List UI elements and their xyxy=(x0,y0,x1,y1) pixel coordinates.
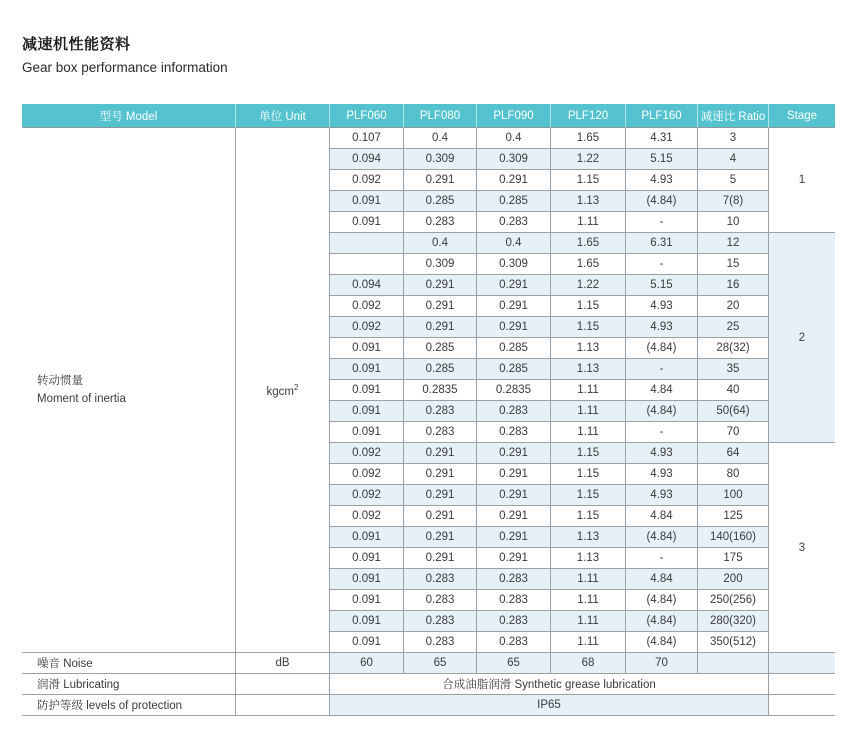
cell-plf090: 0.291 xyxy=(477,170,551,191)
column-header-model: 型号 Model xyxy=(22,104,236,128)
column-header-unit: 单位 Unit xyxy=(236,104,330,128)
footer-label: 润滑 Lubricating xyxy=(22,674,236,695)
cell-plf090: 0.283 xyxy=(477,590,551,611)
cell-plf120: 1.65 xyxy=(551,233,626,254)
cell-ratio: 350(512) xyxy=(698,632,769,653)
stage-cell: 3 xyxy=(769,443,835,653)
cell-plf090: 0.291 xyxy=(477,317,551,338)
cell-plf080: 0.291 xyxy=(404,527,477,548)
cell-plf160: 4.93 xyxy=(626,485,698,506)
cell-plf060: 0.091 xyxy=(330,359,404,380)
cell-plf090: 0.285 xyxy=(477,191,551,212)
cell-plf120: 1.11 xyxy=(551,212,626,233)
cell-plf160: 4.84 xyxy=(626,380,698,401)
cell-plf120: 1.15 xyxy=(551,443,626,464)
cell-plf160: - xyxy=(626,359,698,380)
cell-plf080: 0.283 xyxy=(404,401,477,422)
cell-plf080: 0.291 xyxy=(404,443,477,464)
cell-plf080: 0.291 xyxy=(404,464,477,485)
cell-plf080: 0.2835 xyxy=(404,380,477,401)
table-row xyxy=(22,128,835,149)
table-body xyxy=(22,128,835,716)
cell-plf080: 0.283 xyxy=(404,590,477,611)
cell-plf060: 0.092 xyxy=(330,485,404,506)
title-block xyxy=(22,33,228,75)
table-header xyxy=(22,104,835,128)
cell-plf120: 1.22 xyxy=(551,275,626,296)
cell-plf160: (4.84) xyxy=(626,338,698,359)
cell-ratio: 175 xyxy=(698,548,769,569)
cell-plf120: 1.13 xyxy=(551,338,626,359)
cell-ratio: 20 xyxy=(698,296,769,317)
cell-plf060: 0.092 xyxy=(330,443,404,464)
cell-plf090: 0.283 xyxy=(477,632,551,653)
cell-ratio: 3 xyxy=(698,128,769,149)
cell-plf060: 0.091 xyxy=(330,191,404,212)
cell-plf060: 0.091 xyxy=(330,422,404,443)
cell-plf080: 0.309 xyxy=(404,149,477,170)
performance-table xyxy=(22,104,835,716)
page-title-zh: 减速机性能资料 xyxy=(22,36,131,53)
cell-plf090: 0.309 xyxy=(477,254,551,275)
cell-ratio: 25 xyxy=(698,317,769,338)
page-title-en: Gear box performance information xyxy=(22,60,228,75)
cell-ratio: 35 xyxy=(698,359,769,380)
cell-plf160: 5.15 xyxy=(626,149,698,170)
cell-plf060: 0.107 xyxy=(330,128,404,149)
cell-plf120: 1.22 xyxy=(551,149,626,170)
cell-plf060: 0.091 xyxy=(330,212,404,233)
cell-plf120: 1.15 xyxy=(551,317,626,338)
cell-ratio: 7(8) xyxy=(698,191,769,212)
cell-plf060: 0.092 xyxy=(330,296,404,317)
cell-plf090: 0.4 xyxy=(477,128,551,149)
cell-plf090: 0.291 xyxy=(477,506,551,527)
cell-ratio: 10 xyxy=(698,212,769,233)
footer-unit xyxy=(236,695,330,716)
cell-ratio: 125 xyxy=(698,506,769,527)
cell-plf090: 0.309 xyxy=(477,149,551,170)
cell-plf080: 0.291 xyxy=(404,485,477,506)
unit-exponent: 2 xyxy=(294,382,299,392)
cell-plf160: 4.93 xyxy=(626,443,698,464)
cell-plf090: 0.2835 xyxy=(477,380,551,401)
cell-plf090: 0.283 xyxy=(477,611,551,632)
cell-plf090: 0.291 xyxy=(477,548,551,569)
cell-plf090: 0.283 xyxy=(477,569,551,590)
cell-ratio: 200 xyxy=(698,569,769,590)
footer-value: 65 xyxy=(404,653,477,674)
footer-stage xyxy=(769,674,835,695)
footer-stage xyxy=(769,695,835,716)
footer-row xyxy=(22,653,835,674)
cell-plf160: 4.93 xyxy=(626,317,698,338)
cell-plf090: 0.291 xyxy=(477,527,551,548)
cell-plf060: 0.091 xyxy=(330,338,404,359)
cell-plf090: 0.285 xyxy=(477,338,551,359)
cell-plf060: 0.091 xyxy=(330,569,404,590)
column-header-plf090: PLF090 xyxy=(477,104,551,128)
cell-plf060: 0.091 xyxy=(330,548,404,569)
cell-plf080: 0.285 xyxy=(404,338,477,359)
cell-plf080: 0.291 xyxy=(404,548,477,569)
cell-plf160: 6.31 xyxy=(626,233,698,254)
cell-plf120: 1.13 xyxy=(551,191,626,212)
cell-plf160: 4.31 xyxy=(626,128,698,149)
footer-unit xyxy=(236,674,330,695)
cell-plf060: 0.091 xyxy=(330,380,404,401)
cell-ratio: 40 xyxy=(698,380,769,401)
cell-plf120: 1.15 xyxy=(551,296,626,317)
column-header-plf120: PLF120 xyxy=(551,104,626,128)
footer-stage xyxy=(769,653,835,674)
cell-ratio: 64 xyxy=(698,443,769,464)
cell-ratio: 15 xyxy=(698,254,769,275)
inertia-label-zh: 转动惯量 xyxy=(37,374,83,387)
cell-plf160: - xyxy=(626,548,698,569)
cell-plf160: - xyxy=(626,254,698,275)
cell-plf120: 1.11 xyxy=(551,401,626,422)
cell-plf080: 0.283 xyxy=(404,632,477,653)
cell-plf080: 0.283 xyxy=(404,212,477,233)
cell-plf160: (4.84) xyxy=(626,527,698,548)
cell-plf120: 1.65 xyxy=(551,128,626,149)
cell-ratio: 280(320) xyxy=(698,611,769,632)
cell-plf160: 4.93 xyxy=(626,170,698,191)
footer-label: 噪音 Noise xyxy=(22,653,236,674)
cell-plf120: 1.15 xyxy=(551,464,626,485)
cell-plf060: 0.091 xyxy=(330,632,404,653)
cell-plf120: 1.13 xyxy=(551,548,626,569)
footer-ratio xyxy=(698,653,769,674)
cell-plf090: 0.283 xyxy=(477,401,551,422)
footer-value: 70 xyxy=(626,653,698,674)
footer-value: 65 xyxy=(477,653,551,674)
cell-ratio: 140(160) xyxy=(698,527,769,548)
cell-ratio: 12 xyxy=(698,233,769,254)
cell-ratio: 100 xyxy=(698,485,769,506)
cell-plf060: 0.094 xyxy=(330,275,404,296)
cell-plf160: - xyxy=(626,422,698,443)
inertia-label-en: Moment of inertia xyxy=(37,393,126,405)
cell-plf120: 1.13 xyxy=(551,359,626,380)
cell-plf120: 1.13 xyxy=(551,527,626,548)
cell-plf080: 0.285 xyxy=(404,191,477,212)
cell-ratio: 250(256) xyxy=(698,590,769,611)
cell-ratio: 80 xyxy=(698,464,769,485)
cell-plf160: 4.93 xyxy=(626,296,698,317)
cell-plf120: 1.15 xyxy=(551,485,626,506)
cell-plf160: 4.84 xyxy=(626,569,698,590)
cell-ratio: 16 xyxy=(698,275,769,296)
cell-plf160: - xyxy=(626,212,698,233)
footer-value: 68 xyxy=(551,653,626,674)
cell-plf120: 1.11 xyxy=(551,569,626,590)
cell-ratio: 5 xyxy=(698,170,769,191)
cell-plf060: 0.091 xyxy=(330,401,404,422)
cell-plf080: 0.283 xyxy=(404,611,477,632)
cell-plf060 xyxy=(330,254,404,275)
stage-cell: 1 xyxy=(769,128,835,233)
cell-plf090: 0.291 xyxy=(477,485,551,506)
column-header-plf160: PLF160 xyxy=(626,104,698,128)
cell-ratio: 28(32) xyxy=(698,338,769,359)
cell-plf160: 4.84 xyxy=(626,506,698,527)
footer-unit: dB xyxy=(236,653,330,674)
cell-plf080: 0.4 xyxy=(404,233,477,254)
cell-plf120: 1.15 xyxy=(551,170,626,191)
cell-plf060: 0.094 xyxy=(330,149,404,170)
cell-plf080: 0.283 xyxy=(404,569,477,590)
cell-plf080: 0.309 xyxy=(404,254,477,275)
unit-text: kgcm xyxy=(266,385,295,398)
footer-span-value: IP65 xyxy=(330,695,769,716)
stage-cell: 2 xyxy=(769,233,835,443)
cell-plf120: 1.11 xyxy=(551,590,626,611)
footer-label: 防护等级 levels of protection xyxy=(22,695,236,716)
cell-plf090: 0.291 xyxy=(477,443,551,464)
cell-plf090: 0.291 xyxy=(477,296,551,317)
cell-plf080: 0.291 xyxy=(404,296,477,317)
cell-plf120: 1.11 xyxy=(551,422,626,443)
cell-plf060: 0.091 xyxy=(330,527,404,548)
cell-plf160: (4.84) xyxy=(626,401,698,422)
inertia-label-cell xyxy=(22,128,236,653)
cell-plf090: 0.283 xyxy=(477,422,551,443)
header-row xyxy=(22,104,835,128)
cell-ratio: 70 xyxy=(698,422,769,443)
cell-plf090: 0.285 xyxy=(477,359,551,380)
cell-plf120: 1.65 xyxy=(551,254,626,275)
cell-plf160: (4.84) xyxy=(626,611,698,632)
cell-plf060: 0.092 xyxy=(330,317,404,338)
cell-plf120: 1.11 xyxy=(551,380,626,401)
cell-plf080: 0.291 xyxy=(404,506,477,527)
cell-plf090: 0.291 xyxy=(477,464,551,485)
cell-plf160: 5.15 xyxy=(626,275,698,296)
cell-plf080: 0.291 xyxy=(404,170,477,191)
cell-plf120: 1.15 xyxy=(551,506,626,527)
inertia-unit-cell xyxy=(236,128,330,653)
cell-plf090: 0.283 xyxy=(477,212,551,233)
cell-plf060: 0.091 xyxy=(330,611,404,632)
cell-plf160: (4.84) xyxy=(626,632,698,653)
column-header-plf060: PLF060 xyxy=(330,104,404,128)
cell-plf060 xyxy=(330,233,404,254)
cell-plf120: 1.11 xyxy=(551,632,626,653)
cell-plf060: 0.092 xyxy=(330,464,404,485)
footer-span-value: 合成油脂润滑 Synthetic grease lubrication xyxy=(330,674,769,695)
cell-plf090: 0.291 xyxy=(477,275,551,296)
cell-plf080: 0.283 xyxy=(404,422,477,443)
cell-plf160: (4.84) xyxy=(626,191,698,212)
footer-row xyxy=(22,695,835,716)
cell-plf090: 0.4 xyxy=(477,233,551,254)
cell-ratio: 4 xyxy=(698,149,769,170)
column-header-ratio: 减速比 Ratio xyxy=(698,104,769,128)
cell-plf060: 0.091 xyxy=(330,590,404,611)
footer-value: 60 xyxy=(330,653,404,674)
cell-plf160: 4.93 xyxy=(626,464,698,485)
column-header-plf080: PLF080 xyxy=(404,104,477,128)
cell-plf120: 1.11 xyxy=(551,611,626,632)
cell-plf080: 0.4 xyxy=(404,128,477,149)
cell-plf060: 0.092 xyxy=(330,506,404,527)
cell-plf060: 0.092 xyxy=(330,170,404,191)
cell-plf080: 0.291 xyxy=(404,317,477,338)
cell-plf080: 0.291 xyxy=(404,275,477,296)
column-header-stage: Stage xyxy=(769,104,835,128)
cell-plf160: (4.84) xyxy=(626,590,698,611)
footer-row xyxy=(22,674,835,695)
cell-plf080: 0.285 xyxy=(404,359,477,380)
cell-ratio: 50(64) xyxy=(698,401,769,422)
